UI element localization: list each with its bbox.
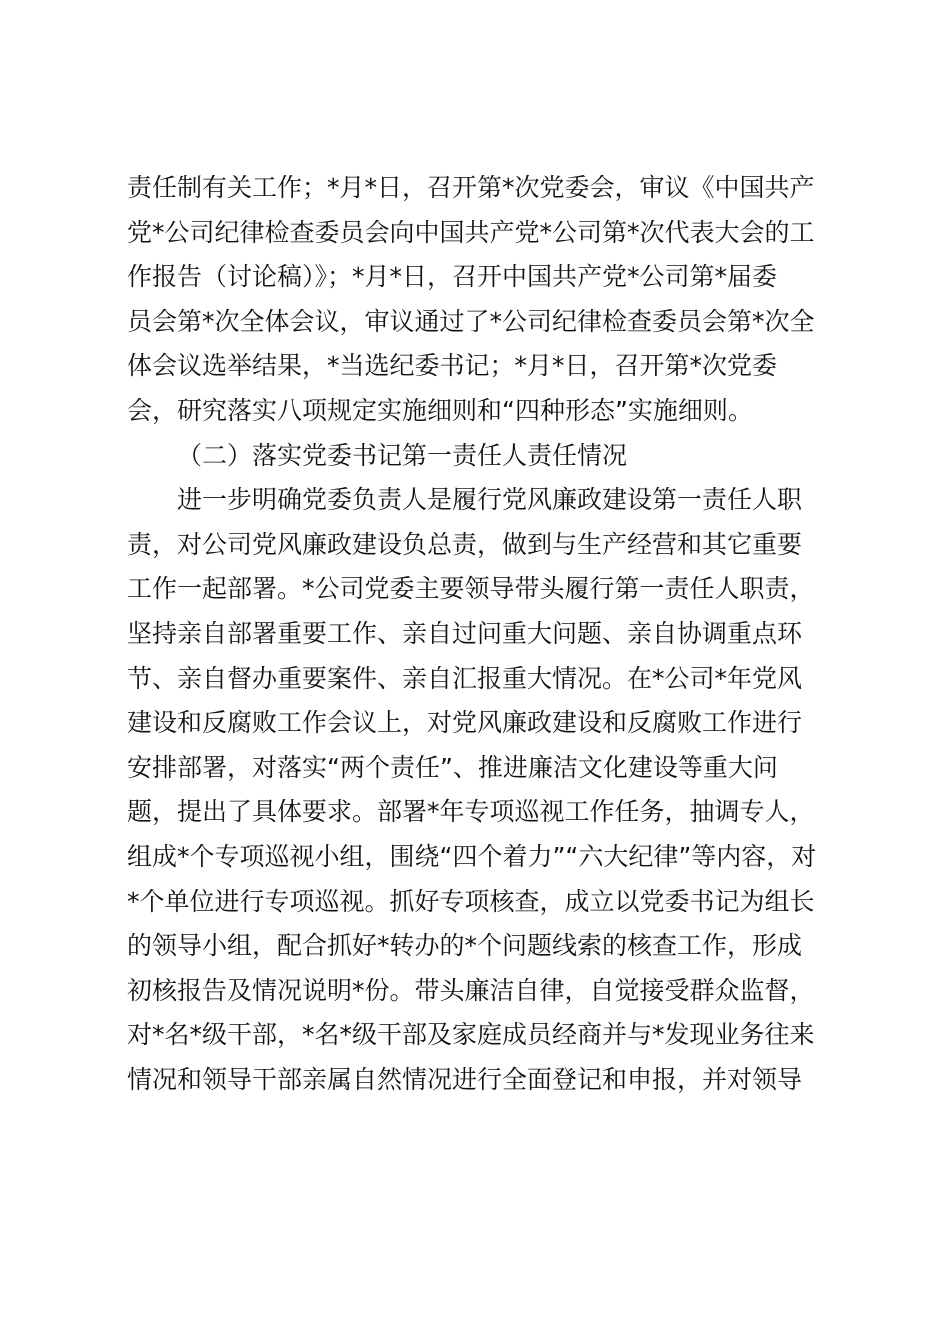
text-line: 党*公司纪律检查委员会向中国共产党*公司第*次代表大会的工 (127, 217, 815, 247)
text-line: 进一步明确党委负责人是履行党风廉政建设第一责任人职 (177, 485, 803, 515)
document-body (127, 166, 837, 1102)
text-line: 会，研究落实八项规定实施细则和“四种形态”实施细则。 (127, 395, 753, 425)
text-line: 坚持亲自部署重要工作、亲自过问重大问题、亲自协调重点环 (127, 618, 803, 648)
text-line: 责，对公司党风廉政建设负总责，做到与生产经营和其它重要 (127, 529, 803, 559)
text-line: 作报告（讨论稿）》；*月*日，召开中国共产党*公司第*届委 (127, 262, 778, 292)
text-line: 对*名*级干部，*名*级干部及家庭成员经商并与*发现业务往来 (127, 1020, 815, 1050)
text-line: 责任制有关工作；*月*日，召开第*次党委会，审议《中国共产 (127, 173, 815, 202)
text-line: 建设和反腐败工作会议上，对党风廉政建设和反腐败工作进行 (127, 708, 803, 738)
text-line: 初核报告及情况说明*份。带头廉洁自律，自觉接受群众监督， (127, 975, 815, 1005)
text-line: 情况和领导干部亲属自然情况进行全面登记和申报，并对领导 (127, 1064, 803, 1094)
text-line: 节、亲自督办重要案件、亲自汇报重大情况。在*公司*年党风 (127, 663, 803, 693)
section-heading: （二）落实党委书记第一责任人责任情况 (177, 440, 628, 470)
paragraph-continuation (127, 166, 837, 434)
text-line: *个单位进行专项巡视。抓好专项核查，成立以党委书记为组长 (127, 886, 815, 916)
text-line: 体会议选举结果，*当选纪委书记；*月*日，召开第*次党委 (127, 351, 778, 381)
text-line: 的领导小组，配合抓好*转办的*个问题线索的核查工作，形成 (127, 931, 803, 961)
paragraph-first-responsibility (127, 478, 837, 1102)
text-line: 题，提出了具体要求。部署*年专项巡视工作任务，抽调专人， (127, 797, 815, 827)
text-line: 工作一起部署。*公司党委主要领导带头履行第一责任人职责， (127, 574, 815, 604)
text-line: 员会第*次全体会议，审议通过了*公司纪律检查委员会第*次全 (127, 306, 815, 336)
text-line: 组成*个专项巡视小组，围绕“四个着力”“六大纪律”等内容，对 (127, 841, 817, 871)
text-line: 安排部署，对落实“两个责任”、推进廉洁文化建设等重大问 (127, 752, 778, 782)
